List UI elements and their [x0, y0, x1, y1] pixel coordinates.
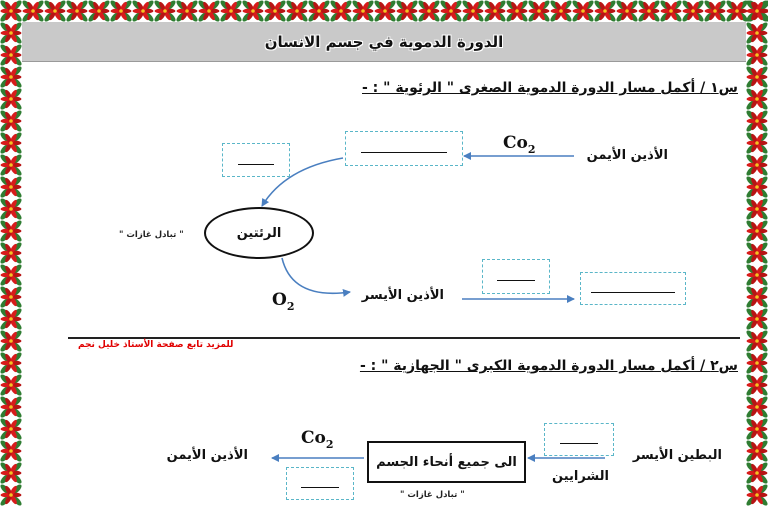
answer-box-4[interactable] [580, 272, 686, 305]
note-gas-exchange-2: " تبادل غازات " [400, 490, 465, 500]
section-divider [68, 337, 740, 339]
co2-formula-2 [301, 428, 334, 451]
co2-sub: 2 [527, 143, 536, 156]
answer-box-1[interactable] [345, 131, 463, 166]
lungs-ellipse [204, 207, 314, 259]
answer-blank [238, 164, 274, 165]
note-gas-exchange-1: " تبادل غازات " [119, 230, 184, 240]
co2-sub: 2 [325, 438, 334, 451]
answer-box-6[interactable] [286, 467, 354, 500]
answer-blank [591, 292, 675, 293]
answer-blank [560, 443, 598, 444]
answer-box-2[interactable] [222, 143, 290, 177]
label-left-atrium: الأذين الأيسر [361, 288, 444, 303]
o2-sub: 2 [286, 300, 295, 313]
answer-box-5[interactable] [544, 423, 614, 456]
label-body-parts: الى جميع أنحاء الجسم [376, 454, 517, 470]
co2-formula [503, 133, 536, 156]
body-parts-box [367, 441, 526, 483]
arrow-lungs-to-left-atrium [282, 258, 350, 293]
credit-text: للمزيد تابع صفحة الأستاذ خليل نجم [78, 340, 234, 350]
co2-base: Co [301, 428, 326, 448]
question-2: س٢ / أكمل مسار الدورة الدموية الكبرى " الجهازية " : - [359, 358, 738, 374]
label-arteries: الشرايين [552, 469, 609, 484]
answer-blank [361, 152, 447, 153]
label-left-ventricle: البطين الأيسر [632, 448, 722, 463]
question-1: س١ / أكمل مسار الدورة الدموية الصغرى " الرئوية " : - [362, 80, 738, 96]
answer-box-3[interactable] [482, 259, 550, 294]
label-right-atrium: الأذين الأيمن [586, 148, 668, 163]
page-title: الدورة الدموية في جسم الانسان [264, 32, 504, 51]
label-right-atrium-2: الأذين الأيمن [166, 448, 248, 463]
o2-formula [272, 290, 295, 313]
answer-blank [301, 487, 339, 488]
o2-base: O [272, 290, 287, 310]
label-lungs: الرئتين [236, 225, 282, 241]
answer-blank [497, 280, 535, 281]
co2-base: Co [503, 133, 528, 153]
